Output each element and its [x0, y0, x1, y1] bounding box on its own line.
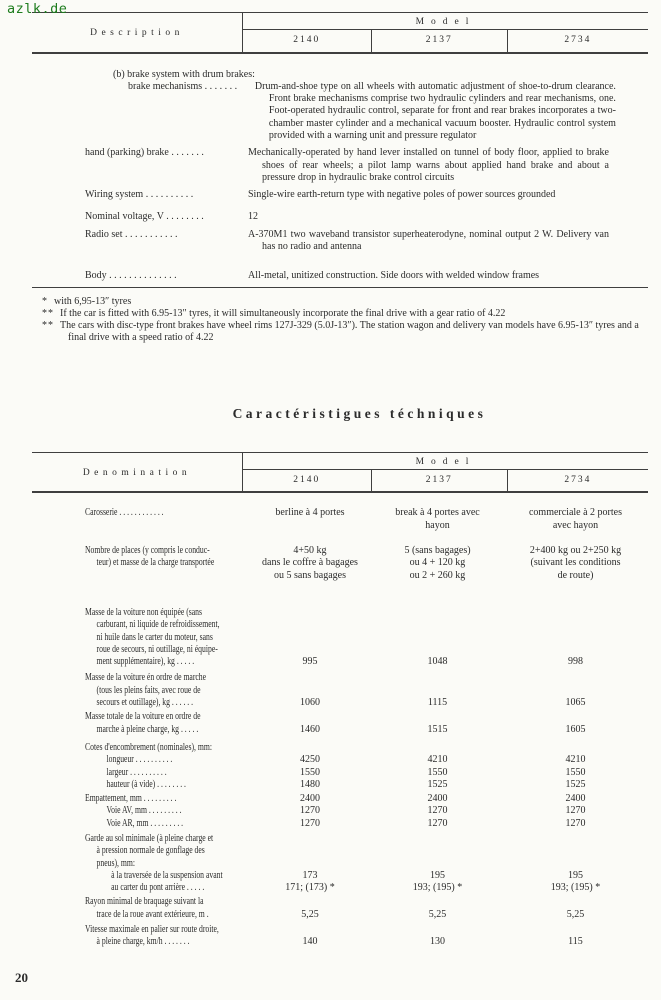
model-columns-fr	[243, 453, 648, 492]
spec-label: Radio set . . . . . . . . . . .	[85, 228, 178, 240]
group-heading-lines	[85, 833, 248, 870]
value-line: 995	[302, 656, 318, 668]
spec-label	[85, 607, 248, 668]
group-heading	[85, 833, 248, 870]
value-line: 5 (sans bagages)	[404, 545, 471, 557]
spec-row-hand-brake	[85, 147, 648, 184]
spec-label	[85, 818, 248, 830]
spec-subrow	[85, 882, 648, 894]
spec-row	[85, 545, 648, 582]
spec-value: All-metal, unitized construction. Side doors with welded window frames	[248, 270, 540, 282]
value-line: 115	[568, 936, 583, 948]
value-cell	[372, 936, 503, 948]
value-cell	[248, 909, 372, 921]
model-column-2137: 2137	[371, 470, 508, 491]
value-line: commerciale à 2 portes	[528, 507, 622, 519]
value-cell: 173	[302, 869, 318, 881]
spec-label-lines	[85, 882, 248, 894]
value-cell	[372, 507, 503, 532]
watermark: azlk.de	[7, 1, 68, 17]
value-line: 1460	[300, 723, 320, 735]
spec-subrow	[85, 767, 648, 779]
spec-subrow	[85, 779, 648, 791]
specs-fr-body	[0, 507, 661, 948]
value-cell	[503, 545, 648, 582]
value-line: dans le coffre à bagages	[262, 557, 358, 569]
spec-label	[85, 882, 248, 894]
spec-label-lines	[85, 545, 248, 570]
label-line: Vitesse maximale en palier sur route droite,	[85, 924, 219, 936]
spec-values	[248, 656, 648, 668]
spec-label: Body . . . . . . . . . . . . . .	[85, 270, 177, 282]
value-line: break à 4 portes avec	[395, 507, 480, 519]
spec-row-wiring-system	[85, 189, 648, 201]
footnote-2	[42, 308, 643, 320]
spec-value: Mechanically-operated by hand lever installed on tunnel of body floor, applied to brake shoes of rear wheels; a pilot lamp warns about applied hand brake and about a pressure drop in hydraulic brake control circuits	[248, 147, 609, 183]
spec-label-lines	[85, 507, 248, 519]
value-cell	[372, 697, 503, 709]
value-line: berline à 4 portes	[275, 507, 345, 519]
spec-label-lines	[85, 754, 248, 766]
value-cell: 1525	[565, 778, 586, 790]
footnote-3	[42, 320, 643, 344]
value-cell: 195	[430, 869, 445, 881]
footnote-text: If the car is fitted with 6.95-13″ tyres, it will simultaneously incorporate the final drive with a gear ratio of 4.22	[60, 307, 506, 319]
value-line: (suivant les conditions	[530, 557, 621, 569]
model-column-2140: 2140	[293, 475, 321, 486]
value-line: ou 5 sans bagages	[274, 569, 346, 581]
value-cell: 1270	[427, 805, 448, 817]
value-line: 4+50 kg	[293, 545, 327, 557]
label-line: largeur . . . . . . . . . .	[106, 766, 167, 778]
value-cell: 1270	[300, 805, 320, 817]
value-line: 1048	[427, 656, 448, 668]
value-cell	[248, 656, 372, 668]
footnote-text: with 6,95-13″ tyres	[54, 295, 132, 307]
spec-label-lines	[85, 711, 248, 736]
spec-row	[85, 507, 648, 532]
label-line: marche à pleine charge, kg . . . . .	[96, 723, 199, 735]
spec-table-header-en	[32, 12, 648, 54]
footnote-marker: *	[42, 295, 48, 307]
value-cell: 1550	[300, 766, 320, 778]
spec-values	[248, 793, 648, 805]
spec-label-lines	[85, 793, 248, 805]
label-line: Garde au sol minimale (à pleine charge et	[85, 832, 214, 844]
label-line: Voie AR, mm . . . . . . . . .	[106, 817, 184, 829]
label-line: Rayon minimal de braquage suivant la	[85, 896, 204, 908]
value-cell	[248, 724, 372, 736]
value-cell: 171; (173) *	[285, 882, 335, 894]
value-line: 1115	[427, 697, 448, 709]
spec-group	[85, 742, 648, 791]
spec-label: Nominal voltage, V . . . . . . . .	[85, 210, 204, 222]
value-cell: 2400	[565, 793, 586, 805]
footnote-marker: **	[42, 320, 54, 332]
spec-label-lines	[85, 779, 248, 791]
value-cell	[503, 507, 648, 532]
label-line: ment supplémentaire), kg . . . . .	[96, 656, 195, 668]
label-line: Voie AV, mm . . . . . . . . .	[106, 805, 182, 817]
spec-value: Drum-and-shoe type on all wheels with automatic adjustment of shoe-to-drum clearance. Front brake mechanisms comprise two hydraulic cylinders and rear mechanisms, one. Foot-operated hydraulic control, separate for front and rear brakes incorporates a two-chamber master cylinder and a mechanical vacuum booster. Hydraulic control system provided with a warning unit and pressure regulator	[254, 80, 616, 142]
label-line: hauteur (à vide) . . . . . . . .	[106, 778, 186, 790]
label-line: secours et outillage), kg . . . . . .	[96, 697, 194, 709]
spec-value: Single-wire earth-return type with negative poles of power sources grounded	[248, 189, 556, 201]
page-number: 20	[15, 970, 28, 985]
spec-label	[85, 754, 248, 766]
value-line: 1065	[565, 697, 586, 709]
model-column-2734: 2734	[564, 35, 592, 46]
model-header: Model	[243, 453, 648, 470]
value-cell: 2400	[427, 793, 448, 805]
model-header: Model	[243, 13, 648, 30]
value-cell	[503, 936, 648, 948]
spec-label-lines	[85, 924, 248, 949]
value-cell	[248, 697, 372, 709]
value-line: 2+400 kg ou 2+250 kg	[529, 545, 622, 557]
value-line: 998	[568, 656, 583, 668]
value-cell	[248, 507, 372, 532]
spec-label	[85, 924, 248, 949]
group-heading	[85, 742, 248, 754]
spec-values	[248, 697, 648, 709]
spec-label-lines	[85, 607, 248, 668]
spec-label-lines	[85, 818, 248, 830]
spec-label	[85, 672, 248, 709]
value-cell	[248, 545, 372, 582]
model-columns-en	[243, 13, 648, 52]
spec-label	[85, 793, 248, 805]
label-line: à pression normale de gonflage des	[96, 845, 205, 857]
spec-label-lines	[85, 896, 248, 921]
value-cell: 1525	[427, 778, 448, 790]
label-line: pneus), mm:	[96, 857, 135, 869]
spec-values	[248, 545, 648, 582]
label-line: à pleine charge, km/h . . . . . . .	[96, 936, 190, 948]
value-cell	[503, 697, 648, 709]
spec-table-header-fr	[32, 452, 648, 494]
spec-label	[85, 805, 248, 817]
spec-values	[248, 754, 648, 766]
spec-values	[248, 724, 648, 736]
model-column-2137: 2137	[371, 30, 508, 51]
label-line: Nombre de places (y compris le conduc-	[85, 545, 210, 557]
model-column-2140: 2140	[293, 35, 321, 46]
value-cell	[503, 909, 648, 921]
model-column-2734: 2734	[564, 475, 592, 486]
value-cell: 193; (195) *	[412, 882, 463, 894]
value-cell: 1270	[565, 805, 586, 817]
value-line: 1515	[427, 723, 448, 735]
footnotes	[42, 296, 643, 345]
label-line: Carosserie . . . . . . . . . . . .	[85, 507, 164, 519]
value-cell	[248, 936, 372, 948]
value-cell: 4250	[300, 754, 320, 766]
value-cell: 2400	[300, 793, 320, 805]
spec-values	[248, 936, 648, 948]
label-line: teur) et masse de la charge transportée	[96, 557, 215, 569]
spec-label	[85, 767, 248, 779]
value-cell: 1270	[565, 817, 586, 829]
value-cell: 4210	[565, 754, 586, 766]
spec-row-nominal-voltage	[85, 211, 648, 223]
value-line: 5,25	[301, 908, 319, 920]
label-line: roue de secours, ni outillage, ni équipe-	[96, 643, 218, 655]
label-line: Masse de la voiture én ordre de marche	[85, 672, 207, 684]
footnote-text: The cars with disc-type front brakes have wheel rims 127J-329 (5.0J-13″). The station wagon and delivery van models have 6.95-13″ tyres and a final drive with a speed ratio of 4.22	[60, 320, 639, 344]
spec-subrow	[85, 793, 648, 805]
value-cell	[372, 909, 503, 921]
label-line: Cotes d'encombrement (nominales), mm:	[85, 741, 212, 753]
spec-row-radio-set	[85, 229, 648, 254]
spec-label-lines	[85, 767, 248, 779]
value-line: 5,25	[428, 908, 447, 920]
value-line: 1060	[300, 697, 320, 709]
value-line: 5,25	[566, 908, 585, 920]
footnote-1	[42, 296, 643, 308]
label-line: carburant, ni liquide de refroidissement,	[96, 619, 220, 631]
denomination-column-header: Denomination	[32, 453, 243, 492]
value-cell: 1270	[300, 817, 320, 829]
value-line: hayon	[425, 519, 450, 531]
spec-label	[85, 779, 248, 791]
label-line: Empattement, mm . . . . . . . . .	[85, 793, 177, 805]
value-cell: 1550	[427, 766, 448, 778]
value-line: avec hayon	[552, 519, 599, 531]
spec-label	[85, 507, 248, 519]
value-cell	[503, 656, 648, 668]
value-cell	[372, 545, 503, 582]
spec-values	[248, 818, 648, 830]
spec-label-lines	[85, 870, 248, 882]
value-line: 1605	[565, 723, 586, 735]
spec-row	[85, 672, 648, 709]
value-line: 130	[430, 936, 445, 948]
section-title: Caractéristigues téchniques	[232, 405, 487, 421]
spec-label	[85, 870, 248, 882]
spec-values	[248, 767, 648, 779]
spec-row-brake-system	[85, 69, 648, 143]
description-column-header: Description	[32, 13, 243, 52]
spec-row	[85, 607, 648, 668]
label-line: longueur . . . . . . . . . .	[106, 754, 173, 766]
label-line: trace de la roue avant extérieure, m .	[96, 908, 209, 920]
spec-subrow	[85, 818, 648, 830]
model-column-row	[243, 30, 648, 51]
spec-values	[248, 779, 648, 791]
spec-label: (b) brake system with drum brakes: brake mechanisms . . . . . . .	[113, 68, 255, 92]
value-cell: 1270	[427, 817, 448, 829]
value-line: de route)	[557, 569, 594, 581]
spec-values	[248, 909, 648, 921]
value-cell: 4210	[427, 754, 448, 766]
label-line: Masse totale de la voiture en ordre de	[85, 711, 201, 723]
label-line: ni huile dans le carter du moteur, sans	[96, 631, 213, 643]
spec-value: A-370M1 two waveband transistor superheaterodyne, nominal output 2 W. Delivery van has no radio and antenna	[248, 228, 609, 253]
value-line: ou 2 + 260 kg	[409, 569, 466, 581]
spec-subrow	[85, 754, 648, 766]
spec-values	[248, 870, 648, 882]
footnote-marker: **	[42, 307, 54, 319]
spec-row	[85, 711, 648, 736]
spec-label	[85, 896, 248, 921]
spec-values	[248, 882, 648, 894]
label-line: (tous les pleins faits, avec roue de	[96, 684, 201, 696]
label-line: au carter du pont arrière . . . . .	[111, 882, 205, 894]
spec-value: 12	[248, 210, 258, 222]
spec-row	[85, 924, 648, 949]
spec-label: Wiring system . . . . . . . . . .	[85, 189, 194, 201]
spec-row-body	[85, 270, 648, 282]
value-cell	[372, 724, 503, 736]
label-line: Masse de la voiture non équipée (sans	[85, 606, 203, 618]
spec-label	[85, 711, 248, 736]
model-column-row	[243, 470, 648, 491]
value-line: ou 4 + 120 kg	[409, 557, 466, 569]
value-cell: 195	[568, 869, 583, 881]
label-line: à la traversée de la suspension avant	[111, 869, 223, 881]
spec-subrow	[85, 870, 648, 882]
value-cell: 193; (195) *	[550, 882, 601, 894]
spec-group	[85, 833, 648, 894]
spec-subrow	[85, 805, 648, 817]
spec-label-lines	[85, 672, 248, 709]
spec-label	[85, 545, 248, 570]
spec-label: hand (parking) brake . . . . . . .	[85, 147, 204, 159]
table-bottom-rule	[32, 287, 648, 288]
value-line: 140	[302, 936, 318, 948]
value-cell: 1550	[565, 766, 586, 778]
spec-values	[248, 805, 648, 817]
value-cell	[372, 656, 503, 668]
value-cell: 1480	[300, 778, 320, 790]
value-cell	[503, 724, 648, 736]
spec-values	[248, 507, 648, 532]
group-heading-lines	[85, 742, 248, 754]
spec-group	[85, 793, 648, 830]
spec-label-lines	[85, 805, 248, 817]
spec-row	[85, 896, 648, 921]
